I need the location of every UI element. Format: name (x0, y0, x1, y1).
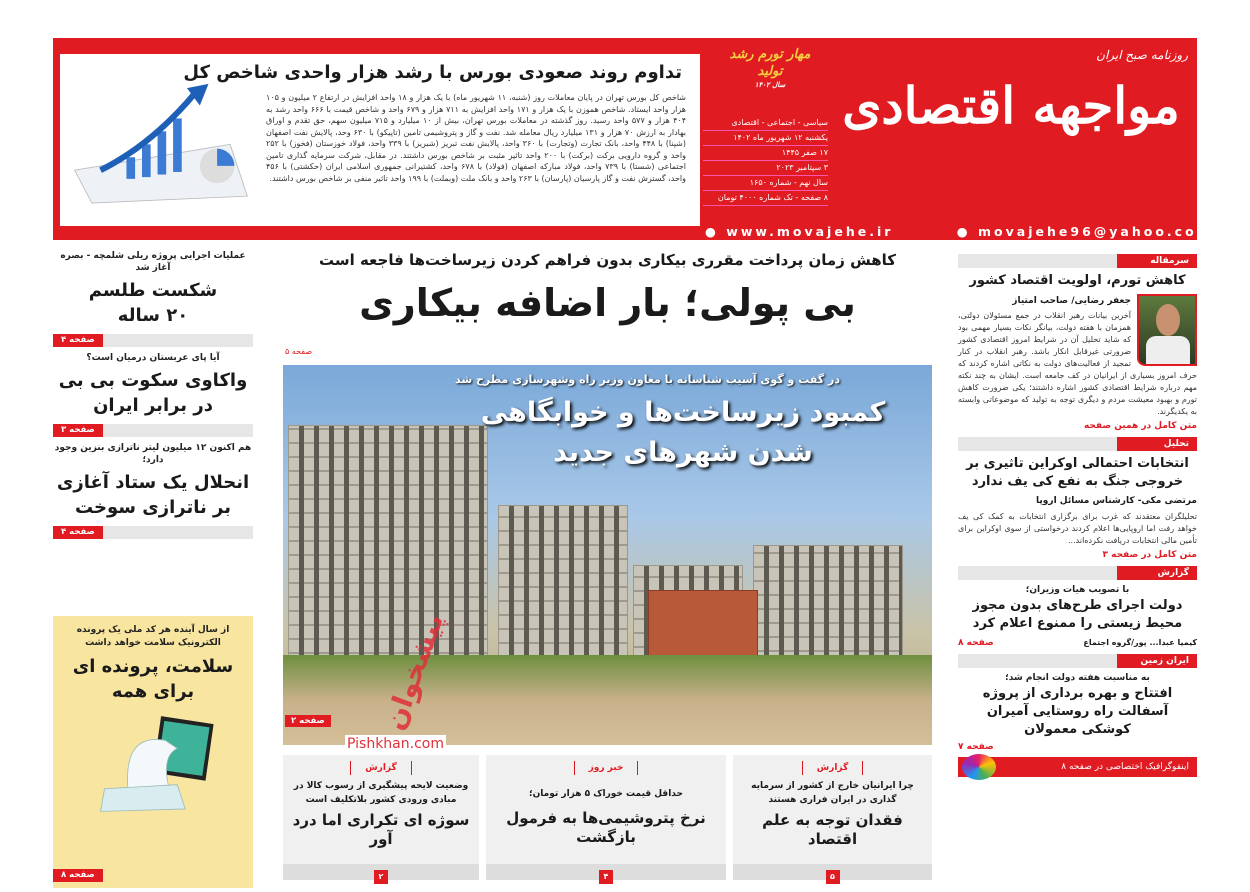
story-kicker: هم اکنون ۱۲ میلیون لیتر ناترازی بنزین وجود دارد؛ (54, 443, 252, 465)
story-tag: گزارش (350, 761, 412, 775)
contact-bar: ● www.movajehe.ir ● movajehe96@yahoo.com (705, 224, 1213, 239)
page-ref[interactable]: صفحه ۷ (958, 742, 994, 752)
info-line: سیاسی - اجتماعی - اقتصادی (703, 116, 828, 131)
info-line: یکشنبه ۱۲ شهریور ماه ۱۴۰۲ (703, 131, 828, 146)
page-ref[interactable]: صفحه ۳ (53, 424, 103, 437)
photo-kicker: در گفت و گوی آسیب شناسانه با معاون وزیر راه وشهرسازی مطرح شد (455, 373, 840, 386)
photo-title[interactable]: کمبود زیرساخت‌ها و خوابگاهی شدن شهرهای جدید (480, 397, 886, 468)
story-title[interactable]: سلامت، پرونده ای برای همه (72, 656, 234, 702)
report-kicker: با تصویب هیات وزیران؛ (1025, 585, 1130, 595)
email-link[interactable]: movajehe96@yahoo.com (978, 224, 1213, 239)
health-story (53, 616, 253, 888)
stock-chart-illustration (66, 75, 256, 205)
story-title: فقدان توجه به علم اقتصاد (762, 811, 903, 848)
photo-page-ref[interactable]: صفحه ۲ (285, 715, 331, 727)
watermark: پیشخوان (377, 608, 451, 735)
computer-illustration (78, 708, 228, 813)
bottom-story[interactable] (283, 755, 479, 880)
story-title[interactable]: انحلال یک ستاد آغازی بر ناترازی سوخت (56, 472, 250, 518)
info-line: سال نهم - شماره ۱۶۵۰ (703, 176, 828, 191)
info-line: ۸ صفحه - تک شماره ۴۰۰۰ تومان (703, 191, 828, 206)
story-kicker: حداقل قیمت خوراک ۵ هزار تومان؛ (529, 789, 683, 799)
infographic-label: اینفوگرافیک اختصاصی در صفحه ۸ (1061, 762, 1189, 772)
story-title: نرخ پتروشیمی‌ها به فرمول بازگشت (506, 809, 706, 846)
section-label: ایران زمین (1117, 654, 1197, 668)
iran-title[interactable]: افتتاح و بهره برداری از پروژه آسفالت راه روستایی آمیران کوشکی معمولان (982, 686, 1173, 737)
author: جعفر رضایی/ صاحب امتیاز (1012, 296, 1131, 306)
editorial-body: آخرین بیانات رهبر انقلاب در جمع مسئولان دولتی، همزمان با هفته دولت، بیانگر نکات بسیار مهمی بود که شاید تحلیل آن در شرایط امروز اقتصادی کشور ضرورتی غیرقابل انکار باشد. رهبر انقلاب در کنار تمجید از فعالیت‌های دولت به نکاتی اشاره کردند که حرف امروز بسیاری از ایرانیان در کف جامعه است. ایشان به چند نکته مهم درباره شرایط اقتصادی کشور اشاره داشتند؛ یکی ضرورت کاهش تورم و بهبود معیشت مردم و دیگری توجه به تولید که موضوعاتی وابسته به یکدیگرند. (958, 311, 1197, 416)
story-kicker: عملیات اجرایی پروژه ریلی شلمچه - بصره آغاز شد (60, 251, 246, 273)
info-line: ۳ سپتامبر ۲۰۲۳ (703, 161, 828, 176)
story-tag: خبر روز (574, 761, 639, 775)
story-kicker: وضعیت لایحه پیشگیری از رسوب کالا در مبادی ورودی کشور بلاتکلیف است (293, 781, 469, 805)
page-ref[interactable]: صفحه ۸ (958, 638, 994, 648)
read-more[interactable]: متن کامل در صفحه ۳ (1102, 550, 1197, 560)
bottom-story[interactable] (733, 755, 932, 880)
story-tag: گزارش (802, 761, 864, 775)
info-line: ۱۷ صفر ۱۴۴۵ (703, 146, 828, 161)
story-title: سوژه ای تکراری اما درد آور (292, 811, 470, 848)
story-kicker: آیا پای عربستان درمیان است؟ (86, 353, 220, 363)
slogan (722, 46, 818, 90)
lead-story (283, 250, 932, 330)
left-column (53, 250, 253, 539)
story-title[interactable]: واکاوی سکوت بی بی در برابر ایران (58, 370, 248, 416)
editorial-title[interactable]: کاهش تورم، اولویت اقتصاد کشور (969, 273, 1186, 288)
report-title[interactable]: دولت اجرای طرح‌های بدون مجوز محیط زیستی را ممنوع اعلام کرد (972, 598, 1183, 631)
page-number: ۴ (599, 870, 613, 884)
watermark-url: Pishkhan.com (347, 736, 444, 752)
author: کیمیا عبدا... پور/گروه اجتماع (1083, 638, 1197, 647)
newspaper-logo: مواجهه اقتصادی (842, 76, 1180, 135)
slogan-year: سال ۱۴۰۲ (754, 81, 786, 89)
lead-title[interactable]: بی پولی؛ بار اضافه بیکاری (359, 281, 856, 325)
page-number: ۵ (826, 870, 840, 884)
story-kicker: از سال آینده هر کد ملی یک پرونده الکترونیک سلامت خواهد داشت (76, 625, 230, 648)
analysis-body: تحلیلگران معتقدند که غرب برای برگزاری انتخابات به کمک کی یف خواهد رفت اما اروپایی‌ها اعلام کردند درخواستی از سوی اوکراین برای تأمین مالی انتخابات دریافت نکرده‌اند... (958, 512, 1197, 545)
analysis-title[interactable]: انتخابات احتمالی اوکراین تاثیری بر خروجی جنگ به نفع کی یف ندارد (966, 456, 1189, 489)
lead-kicker: کاهش زمان پرداخت مقرری بیکاری بدون فراهم کردن زیرساخت‌ها فاجعه است (318, 251, 897, 269)
bottom-story[interactable] (486, 755, 726, 880)
section-label: سرمقاله (1117, 254, 1197, 268)
author-photo (1137, 294, 1197, 366)
section-label: تحلیل (1117, 437, 1197, 451)
story-title[interactable]: شکست طلسم ۲۰ ساله (88, 280, 218, 326)
page-number: ۲ (374, 870, 388, 884)
website-link[interactable]: www.movajehe.ir (726, 224, 894, 239)
author: مرتضی مکی- کارشناس مسائل اروپا (1036, 496, 1197, 506)
infographic-icon (962, 754, 996, 780)
lead-photo[interactable] (283, 365, 932, 745)
section-label: گزارش (1117, 566, 1197, 580)
bourse-title: تداوم روند صعودی بورس با رشد هزار واحدی شاخص کل (183, 62, 682, 83)
lead-page-ref[interactable]: صفحه ۵ (285, 347, 313, 356)
tagline: روزنامه صبح ایران (1096, 48, 1188, 62)
slogan-text: مهار تورم رشد تولید (729, 47, 811, 79)
read-more[interactable]: متن کامل در همین صفحه (1083, 421, 1197, 431)
story-kicker: چرا ایرانیان خارج از کشور از سرمایه گذاری در ایران فراری هستند (751, 781, 914, 805)
right-column (958, 254, 1197, 777)
iran-kicker: به مناسبت هفته دولت انجام شد؛ (1005, 673, 1150, 683)
page-ref[interactable]: صفحه ۴ (53, 334, 103, 347)
bourse-body: شاخص کل بورس تهران در پایان معاملات روز (شنبه، ۱۱ شهریور ماه) با یک هزار و ۱۸ واحد افزایش در ارتفاع ۲ میلیون و ۱۰۵ هزار واحد ایستاد. شاخص هموزن با یک هزار و ۱۷۱ واحد افزایش به ۷۱۱ هزار و ۶۷۹ واحد و شاخص قیمت با ۶۶۶ واحد رشد به ۴۰۴ هزار و ۵۷۷ واحد رسید. روز گذشته در معاملات بورس تهران، بیش از ۱۰ میلیارد و ۷۱۵ میلیون سهم، حق تقدم و اوراق بهادار به ارزش ۷۰ هزار و ۱۳۱ میلیارد ریال معامله شد. نفت و گاز و پتروشیمی تامین (تاپیکو) با ۶۳۰ وحد، پالایش نفت اصفهان (شپنا) با ۴۴۸ واحد، بانک تجارت (وتجارت) با ۳۶۰ واحد، پالایش نفت تبریز (شبریز) با ۳۳۹ واحد، فولاد خوزستان (فخوز) با ۲۵۲ واحد و گروه دارویی برکت (برکت) با ۲۰۰ واحد تاثیر مثبت بر شاخص بورس داشتند. در مقابل، شرکت سرمایه گذاری تامین اجتماعی (شستا) با ۷۳۹ واحد، فولاد مبارکه اصفهان (فولاد) با ۶۷۸ واحد، کشتیرانی جمهوری اسلامی ایران (حکشتی) با ۴۵۶ واحد، گسترش نفت و گاز پارسیان (پارسان) با ۲۶۳ واحد و بانک ملت (وبملت) با ۱۹۹ واحد تاثیر منفی بر شاخص بورس داشتند. (266, 93, 687, 183)
issue-info (703, 116, 828, 206)
page-ref[interactable]: صفحه ۴ (53, 526, 103, 539)
infographic-banner[interactable] (958, 757, 1197, 777)
page-ref[interactable]: صفحه ۸ (53, 869, 103, 882)
